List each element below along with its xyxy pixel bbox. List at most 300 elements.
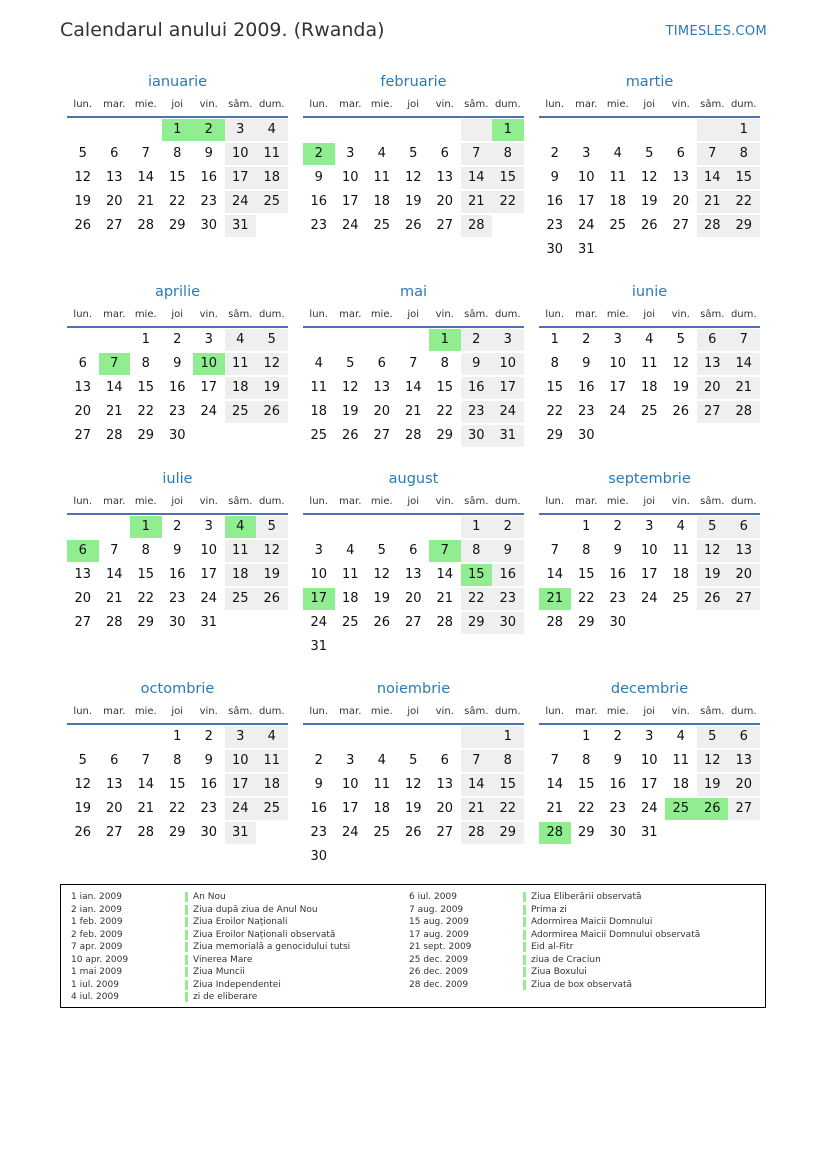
calendar-day: 8 (461, 540, 493, 562)
weekday-header (539, 701, 760, 723)
header-divider (303, 513, 524, 515)
calendar-day: 3 (346, 146, 355, 161)
calendar-day: 26 (341, 428, 359, 443)
weekday-label: sâm. (700, 309, 725, 320)
weekday-label: lun. (545, 99, 565, 110)
legend-holiday-name (185, 979, 350, 992)
week-row (539, 750, 760, 774)
calendar-day: 8 (492, 143, 524, 165)
calendar-day: 15 (168, 777, 186, 792)
calendar-day: 14 (137, 777, 155, 792)
legend-holiday-label: Ziua Boxului (523, 967, 587, 977)
calendar-day: 26 (256, 588, 288, 610)
calendar-day: 27 (697, 401, 729, 423)
calendar-day: 22 (546, 404, 564, 419)
legend-holiday-label: Ziua Eroilor Naționali (185, 917, 288, 927)
calendar-day: 6 (409, 543, 418, 558)
header-divider (303, 723, 524, 725)
empty-day (366, 636, 398, 658)
empty-day (728, 612, 760, 634)
calendar-day: 23 (492, 588, 524, 610)
weekday-label: lun. (73, 309, 93, 320)
month-mai (303, 280, 524, 449)
calendar-day: 18 (256, 774, 288, 796)
calendar-day: 16 (609, 567, 627, 582)
holiday-day: 4 (225, 516, 257, 538)
empty-day (697, 119, 729, 141)
calendar-day: 24 (577, 218, 595, 233)
calendar-day: 6 (728, 726, 760, 748)
weekday-label: joi (643, 99, 656, 110)
calendar-day: 18 (609, 194, 627, 209)
empty-day (366, 726, 398, 748)
calendar-day: 9 (461, 353, 493, 375)
empty-day (461, 726, 493, 748)
calendar-day: 29 (436, 428, 454, 443)
weekday-label: lun. (545, 496, 565, 507)
weekday-label: mie. (606, 706, 629, 717)
holiday-day: 25 (665, 798, 697, 820)
calendar-day: 28 (404, 428, 422, 443)
calendar-day: 20 (373, 404, 391, 419)
weekday-label: mar. (575, 706, 598, 717)
calendar-day: 12 (373, 567, 391, 582)
calendar-day: 6 (377, 356, 386, 371)
calendar-day: 7 (141, 146, 150, 161)
calendar-day: 30 (310, 849, 328, 864)
weekday-label: joi (643, 706, 656, 717)
legend-date: 1 feb. 2009 (71, 917, 123, 927)
empty-day (429, 636, 461, 658)
calendar-day: 10 (310, 567, 328, 582)
calendar-day: 4 (377, 146, 386, 161)
legend-holiday-label: Ziua de box observată (523, 980, 632, 990)
calendar-day: 12 (697, 540, 729, 562)
calendar-day: 28 (105, 615, 123, 630)
empty-day (366, 329, 398, 351)
calendar-day: 26 (74, 825, 92, 840)
calendar-day: 18 (256, 167, 288, 189)
calendar-day: 22 (168, 801, 186, 816)
header-divider (539, 723, 760, 725)
legend-date: 2 feb. 2009 (71, 929, 123, 940)
week-row (67, 588, 288, 612)
calendar-day: 9 (204, 753, 213, 768)
weekday-label: sâm. (228, 99, 253, 110)
calendar-day: 29 (137, 615, 155, 630)
calendar-day: 25 (640, 404, 658, 419)
month-name: ianuarie (147, 74, 208, 90)
legend-date: 1 mai 2009 (71, 967, 123, 977)
calendar-day: 3 (346, 753, 355, 768)
calendar-day: 28 (105, 428, 123, 443)
holiday-day: 1 (130, 516, 162, 538)
calendar-day: 11 (341, 567, 359, 582)
calendar-day: 15 (436, 380, 454, 395)
calendar-day: 21 (697, 191, 729, 213)
header-divider (67, 116, 288, 118)
weekday-label: lun. (73, 496, 93, 507)
weekday-label: joi (407, 309, 420, 320)
legend-date: 2 ian. 2009 (71, 904, 122, 915)
calendar-day: 14 (137, 170, 155, 185)
calendar-day: 24 (225, 798, 257, 820)
calendar-day: 1 (492, 726, 524, 748)
month-iunie (539, 280, 760, 449)
calendar-day: 14 (404, 380, 422, 395)
calendar-day: 29 (728, 215, 760, 237)
weekday-label: mie. (370, 496, 393, 507)
calendar-day: 30 (546, 242, 564, 257)
empty-day (256, 822, 288, 844)
weekday-label: lun. (545, 706, 565, 717)
calendar-day: 13 (728, 750, 760, 772)
empty-day (492, 846, 524, 868)
calendar-day: 4 (314, 356, 323, 371)
calendar-day: 16 (492, 564, 524, 586)
calendar-day: 15 (492, 167, 524, 189)
calendar-day: 20 (672, 194, 690, 209)
week-row (539, 612, 760, 636)
weekday-label: joi (643, 496, 656, 507)
empty-day (602, 425, 634, 447)
calendar-day: 25 (609, 218, 627, 233)
calendar-day: 23 (200, 801, 218, 816)
calendar-day: 3 (225, 726, 257, 748)
week-row (303, 377, 524, 401)
calendar-day: 30 (609, 825, 627, 840)
calendar-day: 23 (461, 401, 493, 423)
empty-day (256, 215, 288, 237)
calendar-day: 13 (404, 567, 422, 582)
calendar-day: 21 (546, 801, 564, 816)
calendar-day: 9 (173, 543, 182, 558)
holiday-day: 1 (429, 329, 461, 351)
month-name: februarie (380, 74, 447, 90)
month-name: august (388, 471, 439, 487)
weekday-label: sâm. (464, 496, 489, 507)
calendar-day: 10 (640, 543, 658, 558)
calendar-day: 27 (404, 615, 422, 630)
calendar-day: 16 (461, 377, 493, 399)
month-aprilie (67, 280, 288, 449)
legend-names-right (523, 891, 700, 991)
calendar-day: 20 (105, 801, 123, 816)
holiday-day: 21 (539, 588, 571, 610)
weekday-label: dum. (258, 496, 285, 507)
calendar-day: 18 (672, 777, 690, 792)
calendar-day: 3 (225, 119, 257, 141)
weekday-label: joi (407, 706, 420, 717)
calendar-day: 20 (105, 194, 123, 209)
weekday-label: joi (643, 309, 656, 320)
month-noiembrie (303, 677, 524, 870)
calendar-day: 24 (310, 615, 328, 630)
calendar-day: 4 (676, 729, 685, 744)
calendar-day: 24 (341, 825, 359, 840)
legend-holiday-name (523, 979, 700, 992)
empty-day (256, 425, 288, 447)
empty-day (634, 239, 666, 261)
calendar-day: 17 (225, 167, 257, 189)
weekday-label: vin. (199, 496, 218, 507)
calendar-day: 29 (168, 218, 186, 233)
month-iulie (67, 467, 288, 636)
calendar-day: 11 (373, 170, 391, 185)
holiday-day: 6 (67, 540, 99, 562)
empty-day (492, 636, 524, 658)
weekday-header (539, 94, 760, 116)
calendar-day: 17 (200, 380, 218, 395)
empty-day (665, 822, 697, 844)
weekday-header (303, 304, 524, 326)
holiday-day: 1 (162, 119, 194, 141)
calendar-day: 7 (461, 143, 493, 165)
calendar-day: 29 (492, 822, 524, 844)
legend-date: 26 dec. 2009 (409, 967, 469, 977)
empty-day (539, 119, 571, 141)
empty-day (461, 119, 493, 141)
weekday-label: joi (171, 496, 184, 507)
week-row (67, 191, 288, 215)
calendar-day: 17 (341, 801, 359, 816)
week-row (539, 540, 760, 564)
calendar-day: 12 (74, 777, 92, 792)
calendar-day: 13 (74, 567, 92, 582)
calendar-day: 19 (341, 404, 359, 419)
legend-holiday-name (523, 966, 700, 979)
calendar-day: 20 (728, 564, 760, 586)
legend-holiday-name (185, 941, 350, 954)
calendar-day: 24 (225, 191, 257, 213)
empty-day (602, 119, 634, 141)
legend-holiday-label: Ziua Eliberării observată (523, 892, 642, 902)
calendar-day: 16 (168, 567, 186, 582)
calendar-day: 16 (310, 194, 328, 209)
weekday-label: sâm. (464, 309, 489, 320)
holiday-day: 1 (492, 119, 524, 141)
weekday-header (303, 701, 524, 723)
calendar-day: 1 (550, 332, 559, 347)
week-row (303, 516, 524, 540)
calendar-day: 21 (137, 801, 155, 816)
calendar-day: 5 (697, 516, 729, 538)
calendar-day: 2 (550, 146, 559, 161)
calendar-day: 18 (310, 404, 328, 419)
calendar-day: 10 (492, 353, 524, 375)
weekday-label: vin. (671, 309, 690, 320)
calendar-day: 13 (697, 353, 729, 375)
calendar-day: 15 (546, 380, 564, 395)
empty-day (665, 239, 697, 261)
calendar-day: 16 (200, 777, 218, 792)
calendar-day: 7 (409, 356, 418, 371)
week-row (303, 750, 524, 774)
calendar-day: 23 (609, 591, 627, 606)
weekday-label: mar. (575, 496, 598, 507)
calendar-day: 7 (461, 750, 493, 772)
calendar-day: 24 (609, 404, 627, 419)
calendar-day: 19 (404, 801, 422, 816)
week-row (67, 612, 288, 636)
weekday-label: joi (407, 99, 420, 110)
calendar-day: 27 (105, 218, 123, 233)
calendar-day: 1 (582, 729, 591, 744)
calendar-day: 15 (137, 567, 155, 582)
calendar-day: 28 (461, 822, 493, 844)
calendar-day: 31 (310, 639, 328, 654)
weekday-label: dum. (730, 496, 757, 507)
calendar-day: 8 (173, 753, 182, 768)
calendar-day: 29 (137, 428, 155, 443)
calendar-day: 15 (492, 774, 524, 796)
calendar-day: 13 (672, 170, 690, 185)
calendar-day: 30 (168, 428, 186, 443)
week-row (539, 726, 760, 750)
weekday-label: mar. (103, 706, 126, 717)
calendar-day: 26 (256, 401, 288, 423)
calendar-day: 4 (346, 543, 355, 558)
calendar-day: 9 (204, 146, 213, 161)
calendar-day: 23 (168, 404, 186, 419)
calendar-day: 14 (105, 380, 123, 395)
legend-date: 21 sept. 2009 (409, 942, 472, 952)
week-row (67, 726, 288, 750)
calendar-day: 14 (728, 353, 760, 375)
calendar-day: 22 (168, 194, 186, 209)
weekday-label: sâm. (464, 706, 489, 717)
calendar-day: 9 (613, 543, 622, 558)
legend-date: 10 apr. 2009 (71, 954, 129, 965)
week-row (303, 798, 524, 822)
calendar-day: 9 (492, 540, 524, 562)
calendar-day: 8 (582, 543, 591, 558)
calendar-day: 16 (609, 777, 627, 792)
calendar-day: 18 (640, 380, 658, 395)
calendar-day: 17 (640, 777, 658, 792)
week-row (539, 353, 760, 377)
weekday-label: mar. (339, 496, 362, 507)
calendar-day: 2 (173, 519, 182, 534)
calendar-day: 2 (492, 516, 524, 538)
calendar-day: 5 (346, 356, 355, 371)
calendar-day: 2 (314, 753, 323, 768)
calendar-day: 29 (168, 825, 186, 840)
calendar-day: 19 (373, 591, 391, 606)
weekday-label: mie. (134, 706, 157, 717)
weekday-label: lun. (309, 706, 329, 717)
month-name: iulie (162, 471, 193, 487)
calendar-day: 6 (78, 356, 87, 371)
calendar-day: 17 (200, 567, 218, 582)
legend-dates-left (71, 891, 128, 1004)
weekday-label: vin. (671, 706, 690, 717)
calendar-day: 12 (640, 170, 658, 185)
header-divider (539, 116, 760, 118)
week-row (539, 329, 760, 353)
week-row (67, 774, 288, 798)
empty-day (398, 329, 430, 351)
empty-day (461, 846, 493, 868)
weekday-label: dum. (258, 99, 285, 110)
calendar-day: 25 (256, 798, 288, 820)
weekday-label: vin. (671, 99, 690, 110)
calendar-day: 10 (225, 143, 257, 165)
calendar-day: 6 (440, 753, 449, 768)
calendar-day: 4 (676, 519, 685, 534)
calendar-day: 17 (577, 194, 595, 209)
empty-day (571, 119, 603, 141)
calendar-day: 1 (728, 119, 760, 141)
brand-link[interactable]: TIMESLES.COM (665, 24, 767, 39)
empty-day (303, 726, 335, 748)
calendar-day: 12 (74, 170, 92, 185)
calendar-day: 21 (404, 404, 422, 419)
calendar-day: 26 (404, 218, 422, 233)
empty-day (335, 726, 367, 748)
empty-day (539, 726, 571, 748)
legend-holiday-label: Prima zi (523, 905, 567, 915)
calendar-day: 5 (78, 753, 87, 768)
week-row (539, 564, 760, 588)
calendar-day: 9 (314, 170, 323, 185)
calendar-day: 11 (225, 353, 257, 375)
calendar-day: 5 (645, 146, 654, 161)
weekday-label: mie. (370, 309, 393, 320)
week-row (303, 846, 524, 870)
calendar-day: 21 (105, 404, 123, 419)
empty-day (634, 612, 666, 634)
month-august (303, 467, 524, 660)
calendar-day: 29 (577, 615, 595, 630)
month-octombrie (67, 677, 288, 846)
weekday-label: sâm. (464, 99, 489, 110)
calendar-day: 10 (225, 750, 257, 772)
calendar-day: 10 (341, 777, 359, 792)
week-row (303, 191, 524, 215)
calendar-day: 18 (225, 564, 257, 586)
week-row (539, 401, 760, 425)
calendar-day: 24 (341, 218, 359, 233)
legend-holiday-label: An Nou (185, 892, 226, 902)
legend-date: 6 iul. 2009 (409, 892, 457, 902)
header-divider (303, 326, 524, 328)
week-row (67, 167, 288, 191)
weekday-label: vin. (435, 99, 454, 110)
weekday-label: lun. (545, 309, 565, 320)
calendar-day: 14 (461, 774, 493, 796)
weekday-label: lun. (309, 99, 329, 110)
calendar-day: 31 (225, 215, 257, 237)
calendar-day: 23 (546, 218, 564, 233)
calendar-day: 31 (492, 425, 524, 447)
weekday-header (303, 94, 524, 116)
calendar-day: 16 (577, 380, 595, 395)
calendar-day: 15 (577, 777, 595, 792)
calendar-day: 1 (461, 516, 493, 538)
calendar-day: 19 (74, 194, 92, 209)
calendar-day: 27 (672, 218, 690, 233)
week-row (539, 822, 760, 846)
calendar-day: 9 (314, 777, 323, 792)
empty-day (67, 516, 99, 538)
empty-day (697, 239, 729, 261)
calendar-day: 31 (200, 615, 218, 630)
week-row (303, 143, 524, 167)
calendar-day: 9 (613, 753, 622, 768)
calendar-day: 6 (110, 146, 119, 161)
calendar-day: 11 (640, 356, 658, 371)
